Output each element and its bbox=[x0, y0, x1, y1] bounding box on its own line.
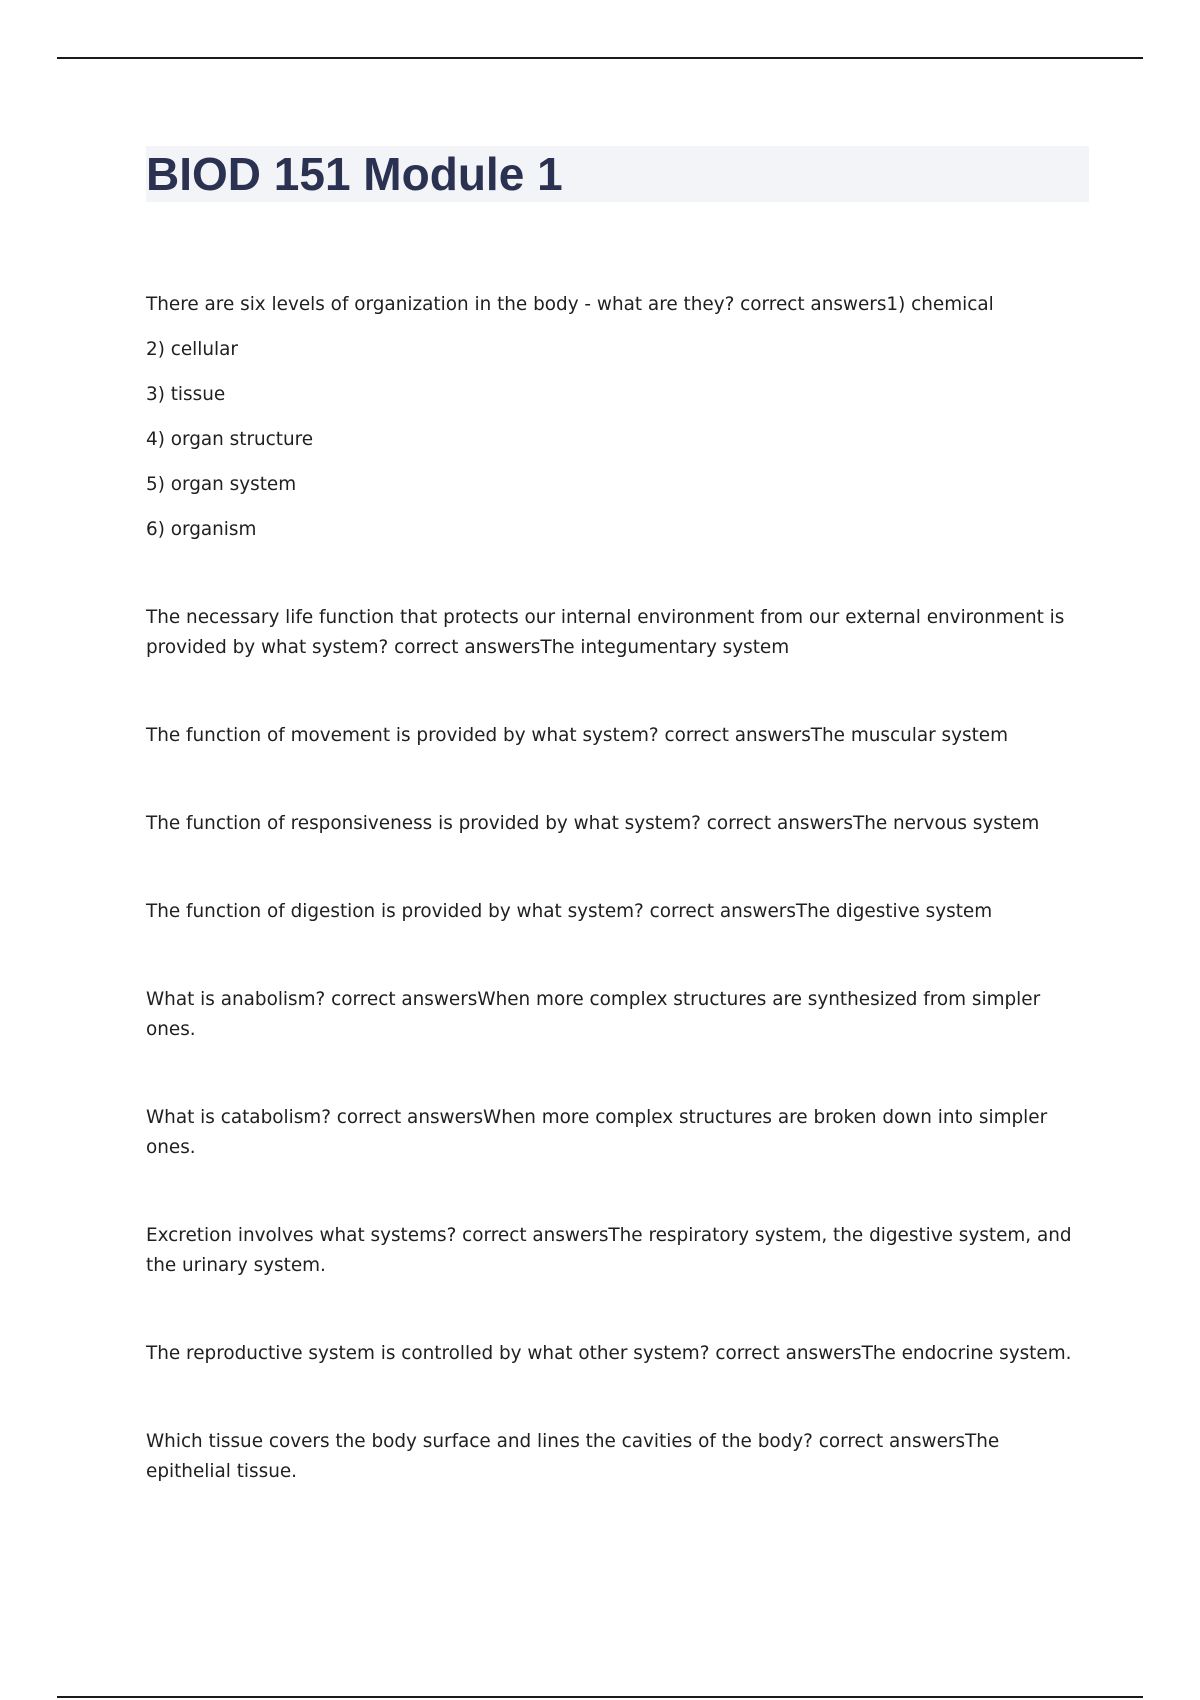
qa-item: What is catabolism? correct answersWhen more complex structures are broken down into simpler ones. bbox=[146, 1107, 1048, 1158]
list-item: 2) cellular bbox=[146, 339, 238, 360]
qa-item: The reproductive system is controlled by what other system? correct answersThe endocrine system. bbox=[146, 1343, 1072, 1364]
qa-item: What is anabolism? correct answersWhen more complex structures are synthesized from simpler ones. bbox=[146, 989, 1041, 1040]
qa-item: Which tissue covers the body surface and lines the cavities of the body? correct answersThe epithelial tissue. bbox=[146, 1431, 1000, 1482]
qa-item: The function of movement is provided by what system? correct answersThe muscular system bbox=[146, 725, 1009, 746]
qa-item: The function of digestion is provided by what system? correct answersThe digestive system bbox=[146, 901, 993, 922]
list-item: 6) organism bbox=[146, 519, 257, 540]
top-rule bbox=[57, 57, 1143, 59]
qa-item-levels: There are six levels of organization in the body - what are they? correct answers1) chemical bbox=[146, 294, 994, 315]
qa-item: The function of responsiveness is provided by what system? correct answersThe nervous system bbox=[146, 813, 1040, 834]
qa-item: The necessary life function that protects our internal environment from our external environment is provided by what system? correct answersThe integumentary system bbox=[146, 607, 1065, 658]
list-item: 4) organ structure bbox=[146, 429, 314, 450]
list-item: 3) tissue bbox=[146, 384, 226, 405]
qa-item: Excretion involves what systems? correct answersThe respiratory system, the digestive system, and the urinary system. bbox=[146, 1225, 1072, 1276]
qa-content bbox=[146, 290, 1086, 1487]
bottom-rule bbox=[57, 1696, 1143, 1698]
list-item: 5) organ system bbox=[146, 474, 297, 495]
page-title: BIOD 151 Module 1 bbox=[146, 148, 563, 200]
